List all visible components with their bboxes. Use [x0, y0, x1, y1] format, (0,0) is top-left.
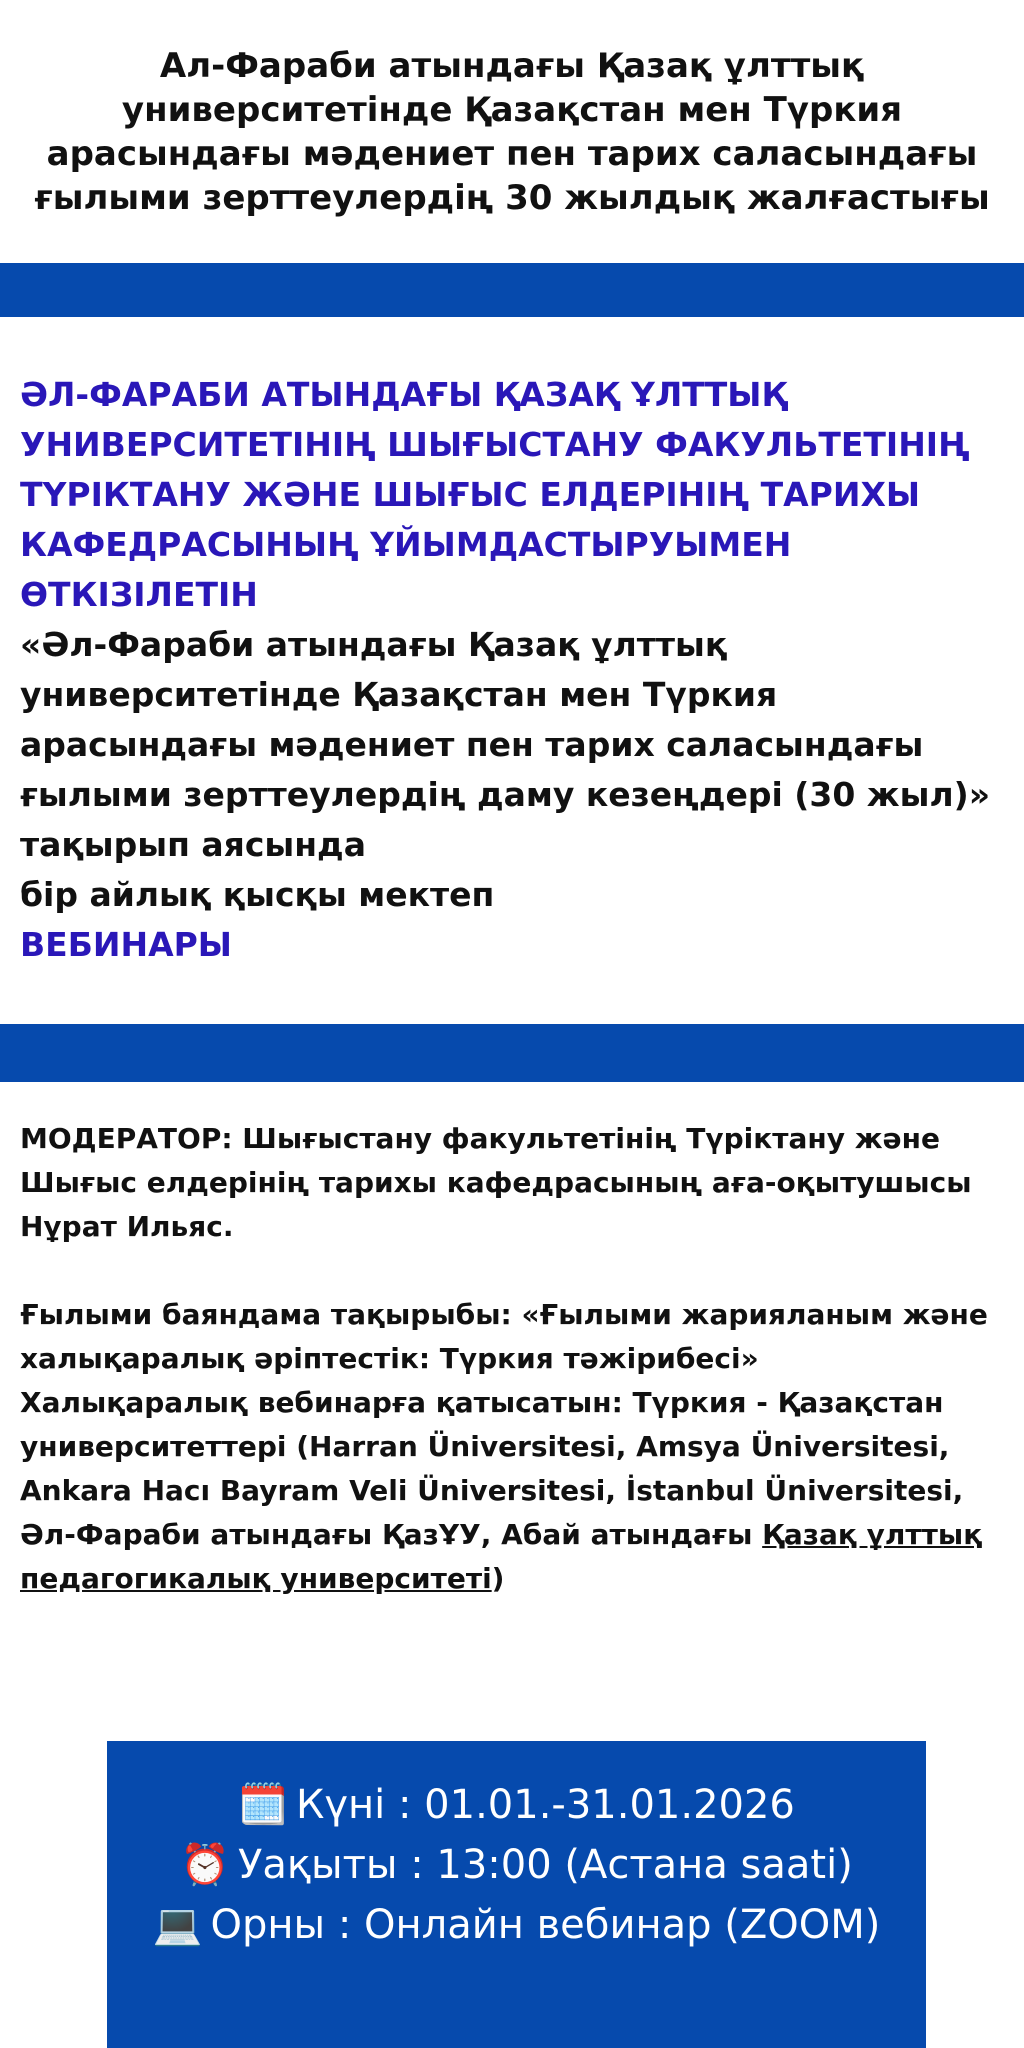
event-format: бір айлық қысқы мектеп [20, 875, 495, 914]
participants-text [20, 1381, 1010, 1601]
alarm-clock-icon: ⏰ [180, 1842, 230, 1888]
event-scope: тақырып аясында [20, 825, 366, 864]
laptop-icon: 💻 [152, 1902, 203, 1948]
time-line [107, 1835, 926, 1895]
top-divider-band [0, 263, 1024, 317]
details-block [20, 1117, 1010, 1601]
date-line [107, 1775, 926, 1835]
spacer [20, 1249, 1010, 1293]
place-line [107, 1895, 926, 1955]
event-type: ВЕБИНАРЫ [20, 925, 233, 964]
date-text: Күні : 01.01.-31.01.2026 [295, 1782, 795, 1828]
moderator-text: МОДЕРАТОР: Шығыстану факультетінің Түріктану және Шығыс елдерінің тарихы кафедрасының аға-оқытушысы Нұрат Ильяс. [20, 1122, 972, 1243]
report-topic-text: Ғылыми баяндама тақырыбы: «Ғылыми жарияланым және халықаралық әріптестік: Түркия тәжірибесі» [20, 1298, 988, 1375]
page-title: Ал-Фараби атындағы Қазақ ұлттық университетінде Қазақстан мен Түркия арасындағы мәдениет пен тарих саласындағы ғылыми зерттеулердің 30 жылдық жалғастығы [34, 46, 990, 218]
participants-suffix: ) [491, 1562, 505, 1595]
place-text: Орны : Онлайн вебинар (ZOOM) [210, 1902, 881, 1948]
calendar-icon: 🗓️ [238, 1782, 288, 1828]
participants-prefix: Халықаралық вебинарға қатысатын: Түркия - Қазақстан университеттері (Harran Üniversitesi, Amsya Üniversitesi, Ankara Hacı Bayram Veli Üniversitesi, İstanbul Üniversitesi, Әл-Фараби атындағы ҚазҰУ, Абай атындағы [20, 1386, 964, 1551]
university-link[interactable]: Қазақ ұлттық педагогикалық университеті [20, 1518, 983, 1595]
time-text: Уақыты : 13:00 (Астана saati) [237, 1842, 853, 1888]
organizer-text: ӘЛ-ФАРАБИ АТЫНДАҒЫ ҚАЗАҚ ҰЛТТЫҚ УНИВЕРСИТЕТІНІҢ ШЫҒЫСТАНУ ФАКУЛЬТЕТІНІҢ ТҮРІКТАНУ ЖӘНЕ ШЫҒЫС ЕЛДЕРІНІҢ ТАРИХЫ КАФЕДРАСЫНЫҢ ҰЙЫМДАСТЫРУЫМЕН ӨТКІЗІЛЕТІН [20, 375, 970, 614]
intro-block [20, 370, 1010, 970]
event-info-box [107, 1741, 926, 2048]
event-topic: «Әл-Фараби атындағы Қазақ ұлттық университетінде Қазақстан мен Түркия арасындағы мәдениет пен тарих саласындағы ғылыми зерттеулердің даму кезеңдері (30 жыл)» [20, 625, 991, 814]
middle-divider-band [0, 1024, 1024, 1082]
